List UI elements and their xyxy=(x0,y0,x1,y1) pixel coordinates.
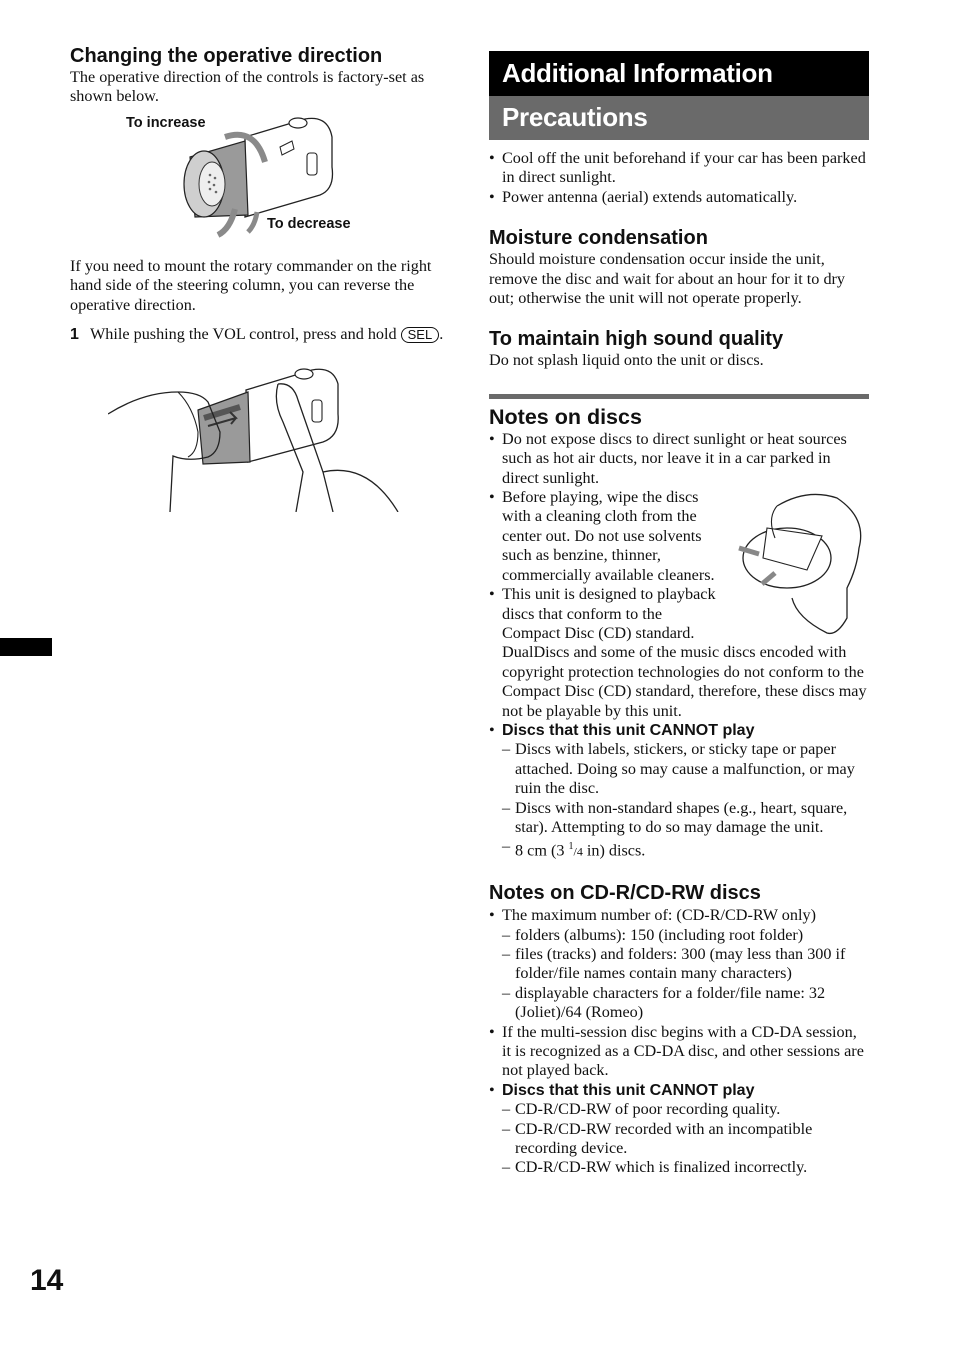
list-item xyxy=(502,837,869,862)
banner-precautions: Precautions xyxy=(489,96,869,140)
rotary-commander-illustration xyxy=(70,107,455,247)
list-item: – CD-R/CD-RW recorded with an incompatible recording device. xyxy=(502,1120,869,1159)
discs-list xyxy=(489,430,869,741)
heading-notes-on-discs: Notes on discs xyxy=(489,404,642,429)
size-text: 8 cm (3 xyxy=(515,841,569,860)
cannot-play-heading: Discs that this unit CANNOT play xyxy=(502,721,755,739)
label-to-increase: To increase xyxy=(126,114,206,131)
list-item-cannot-play xyxy=(489,721,869,740)
list-item: – Discs with non-standard shapes (e.g., heart, square, star). Attempting to do so may damage the unit. xyxy=(502,799,869,838)
heading-moisture-condensation: Moisture condensation xyxy=(489,227,708,250)
list-item: • Power antenna (aerial) extends automatically. xyxy=(489,188,869,207)
page-number: 14 xyxy=(30,1264,64,1297)
list-item: • Before playing, wipe the discs with a cleaning cloth from the center out. Do not use solvents such as benzine, thinner, commercially available cleaners. xyxy=(489,488,869,585)
step-1 xyxy=(70,325,455,344)
precautions-list xyxy=(489,149,869,207)
section-tab-marker xyxy=(0,638,52,656)
cdr-list-2 xyxy=(489,1023,869,1101)
section-heading-operative-direction: Changing the operative direction xyxy=(70,45,383,67)
list-item xyxy=(489,585,869,721)
hand-pressing-vol-illustration xyxy=(108,362,428,512)
cannot-play-list xyxy=(489,740,869,862)
sound-text: Do not splash liquid onto the unit or discs. xyxy=(489,351,764,370)
list-item: – displayable characters for a folder/file name: 32 (Joliet)/64 (Romeo) xyxy=(502,984,869,1023)
banner-additional-information: Additional Information xyxy=(489,51,869,96)
list-item: – Discs with labels, stickers, or sticky tape or paper attached. Doing so may cause a malfunction, or may ruin the disc. xyxy=(502,740,869,798)
step-number: 1 xyxy=(70,326,79,344)
rotary-direction-figure xyxy=(70,107,455,247)
cdr-cannot-play-list xyxy=(489,1100,869,1178)
heading-sound-quality: To maintain high sound quality xyxy=(489,328,784,351)
list-item: – folders (albums): 150 (including root folder) xyxy=(502,926,869,945)
cdr-cannot-play-heading: Discs that this unit CANNOT play xyxy=(502,1081,755,1099)
list-item: – CD-R/CD-RW of poor recording quality. xyxy=(502,1100,869,1119)
heading-notes-cdr: Notes on CD-R/CD-RW discs xyxy=(489,882,761,905)
right-column xyxy=(489,51,869,1178)
fraction-denominator: /4 xyxy=(573,844,583,859)
list-item: • The maximum number of: (CD-R/CD-RW only) xyxy=(489,906,869,925)
notes-on-discs-block xyxy=(489,430,869,862)
reverse-direction-text: If you need to mount the rotary commander on the right hand side of the steering column, you can reverse the operative direction. xyxy=(70,256,432,314)
cdr-max-list xyxy=(489,926,869,1023)
list-item: • Cool off the unit beforehand if your car has been parked in direct sunlight. xyxy=(489,149,869,188)
fraction-numerator: 1 xyxy=(568,841,574,853)
list-item: – files (tracks) and folders: 300 (may less than 300 if folder/file names contain many characters) xyxy=(502,945,869,984)
cdr-list xyxy=(489,906,869,925)
list-item: – CD-R/CD-RW which is finalized incorrectly. xyxy=(502,1158,869,1177)
list-item: • If the multi-session disc begins with a CD-DA session, it is recognized as a CD-DA disc, and other sessions are not played back. xyxy=(489,1023,869,1081)
moisture-text: Should moisture condensation occur inside the unit, remove the disc and wait for about an hour for it to dry out; otherwise the unit will not operate properly. xyxy=(489,250,846,308)
list-item-cannot-play xyxy=(489,1081,869,1100)
step-period: . xyxy=(439,325,444,344)
left-column xyxy=(70,44,455,512)
list-item-text: This unit is designed to playback discs that conform to the Compact Disc (CD) standard. DualDiscs and some of the music discs encoded with copyright protection technologies do not conform to the Compact Disc (CD) standard, therefore, these discs may not be playable by this unit. xyxy=(502,585,867,720)
section-divider xyxy=(489,394,869,399)
step-text: While pushing the VOL control, press and hold xyxy=(90,325,397,344)
list-item: • Do not expose discs to direct sunlight or heat sources such as hot air ducts, nor leave it in a car parked in direct sunlight. xyxy=(489,430,869,488)
float-spacer xyxy=(724,585,869,643)
intro-text: The operative direction of the controls is factory-set as shown below. xyxy=(70,68,425,106)
label-to-decrease: To decrease xyxy=(267,215,351,232)
size-text-end: in) discs. xyxy=(582,841,646,860)
sel-button-symbol: SEL xyxy=(401,327,440,343)
